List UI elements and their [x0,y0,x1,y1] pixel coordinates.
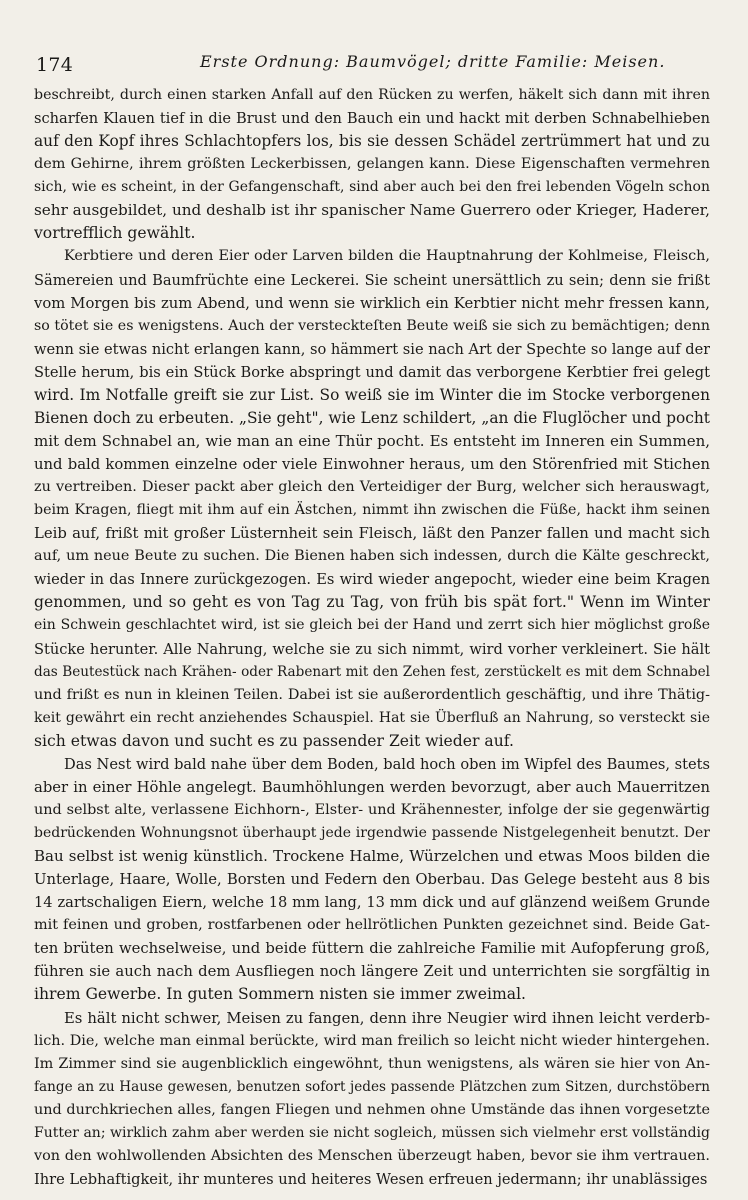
text-line: Unterlage, Haare, Wolle, Borsten und Federn den Oberbau. Das Gelege besteht aus 8 bis [34,871,710,889]
text-line: das Beutestück nach Krähen- oder Rabenart mit den Zehen fest, zerstückelt es mit dem Schnabel [34,663,710,680]
text-line: sich, wie es scheint, in der Gefangenschaft, sind aber auch bei den frei lebenden Vögeln schon [34,179,710,196]
text-line: beschreibt, durch einen starken Anfall auf den Rücken zu werfen, häkelt sich dann mit ihren [34,87,710,103]
text-line: sehr ausgebildet, und deshalb ist ihr spanischer Name Guerrero oder Krieger, Haderer, [34,201,710,220]
text-line: Im Zimmer sind sie augenblicklich eingewöhnt, thun wenigstens, als wären sie hier von An- [34,1055,710,1072]
text-line: 14 zartschaligen Eiern, welche 18 mm lang, 13 mm dick und auf glänzend weißem Grunde [34,894,710,912]
text-line: Bau selbst ist wenig künstlich. Trockene Halme, Würzelchen und etwas Moos bilden die [34,847,710,866]
page-header [36,52,712,76]
text-line: ein Schwein geschlachtet wird, ist sie gleich bei der Hand und zerrt sich hier möglichst große [34,617,710,634]
page-body [34,84,710,1191]
text-line: und selbst alte, verlassene Eichhorn-, Elster- und Krähennester, infolge der sie gegenwärtig [34,801,710,818]
text-line: Kerbtiere und deren Eier oder Larven bilden die Hauptnahrung der Kohlmeise, Fleisch, [64,248,710,265]
text-line: Bienen doch zu erbeuten. „Sie geht", wie Lenz schildert, „an die Fluglöcher und pocht [34,408,710,427]
text-line: Es hält nicht schwer, Meisen zu fangen, denn ihre Neugier wird ihnen leicht verderb- [64,1009,710,1027]
text-line: keit gewährt ein recht anziehendes Schauspiel. Hat sie Überfluß an Nahrung, so versteckt sie [34,709,710,726]
running-head: Erste Ordnung: Baumvögel; dritte Familie: Meisen. [200,52,666,71]
text-line: sich etwas davon und sucht es zu passender Zeit wieder auf. [34,731,514,750]
text-line: Stücke herunter. Alle Nahrung, welche sie zu sich nimmt, wird vorher verkleinert. Sie hält [34,640,710,658]
text-line: Stelle herum, bis ein Stück Borke abspringt und damit das verborgene Kerbtier frei gelegt [34,363,710,381]
text-line: Sämereien und Baumfrüchte eine Leckerei. Sie scheint unersättlich zu sein; denn sie frißt [34,271,710,289]
text-line: wenn sie etwas nicht erlangen kann, so hämmert sie nach Art der Spechte so lange auf der [34,340,710,358]
text-line: bedrückenden Wohnungsnot überhaupt jede irgendwie passende Nistgelegenheit benutzt. Der [34,825,710,841]
text-line: vom Morgen bis zum Abend, und wenn sie wirklich ein Kerbtier nicht mehr fressen kann, [34,294,710,312]
text-line: ten brüten wechselweise, und beide füttern die zahlreiche Familie mit Aufopferung groß, [34,940,710,958]
text-line: und bald kommen einzelne oder viele Einwohner heraus, um den Störenfried mit Stichen [34,456,710,473]
text-line: lich. Die, welche man einmal berückte, wird man freilich so leicht nicht wieder hintergehen. [34,1032,710,1049]
text-line: fange an zu Hause gewesen, benutzen sofort jedes passende Plätzchen zum Sitzen, durchstöbern [34,1078,710,1095]
text-line: führen sie auch nach dem Ausfliegen noch längere Zeit und unterrichten sie sorgfältig in [34,963,710,981]
text-line: von den wohlwollenden Absichten des Menschen überzeugt haben, bevor sie ihm vertrauen. [34,1147,710,1164]
text-line: so tötet sie es wenigstens. Auch der versteckteſten Beute weiß sie sich zu bemächtigen; denn [34,317,710,334]
text-line: und frißt es nun in kleinen Teilen. Dabei ist sie außerordentlich geschäftig, und ihre Thätig- [34,686,710,703]
paragraph-1 [34,84,710,245]
text-line: dem Gehirne, ihrem größten Leckerbissen, gelangen kann. Diese Eigenschaften vermehren [34,156,710,173]
text-line: ihrem Gewerbe. In guten Sommern nisten sie immer zweimal. [34,985,527,1004]
text-line: mit dem Schnabel an, wie man an eine Thür pocht. Es entsteht im Inneren ein Summen, [34,431,710,450]
text-line: mit feinen und groben, rostfarbenen oder hellrötlichen Punkten gezeichnet sind. Beide Gat- [34,917,710,934]
text-line: Ihre Lebhaftigkeit, ihr munteres und heiteres Wesen erfreuen jedermann; ihr unablässiges [34,1170,708,1188]
text-line: vortrefflich gewählt. [34,224,196,243]
text-line: wieder in das Innere zurückgezogen. Es wird wieder angepocht, wieder eine beim Kragen [34,571,710,589]
text-line: auf, um neue Beute zu suchen. Die Bienen haben sich indessen, durch die Kälte geschreckt, [34,548,710,565]
page-number: 174 [36,54,74,76]
text-line: zu vertreiben. Dieser packt aber gleich den Verteidiger der Burg, welcher sich herauswagt, [34,479,710,496]
text-line: aber in einer Höhle angelegt. Baumhöhlungen werden bevorzugt, aber auch Mauerritzen [34,778,710,796]
text-line: genommen, und so geht es von Tag zu Tag, von früh bis spät fort." Wenn im Winter [34,593,710,612]
text-line: beim Kragen, fliegt mit ihm auf ein Ästchen, nimmt ihn zwischen die Füße, hackt ihm seinen [34,502,710,519]
paragraph-3 [34,753,710,1007]
text-line: Leib auf, frißt mit großer Lüsternheit sein Fleisch, läßt den Panzer fallen und macht sich [34,525,710,543]
text-line: wird. Im Notfalle greift sie zur List. So weiß sie im Winter die im Stocke verborgenen [34,385,710,404]
paragraph-2 [34,245,710,752]
text-line: und durchkriechen alles, fangen Fliegen und nehmen ohne Umstände das ihnen vorgesetzte [34,1101,710,1118]
paragraph-4 [34,1007,710,1192]
text-line: auf den Kopf ihres Schlachtopfers los, bis sie dessen Schädel zertrümmert hat und zu [34,132,710,151]
text-line: scharfen Klauen tief in die Brust und den Bauch ein und hackt mit derben Schnabelhieben [34,110,710,128]
text-line: Das Nest wird bald nahe über dem Boden, bald hoch oben im Wipfel des Baumes, stets [64,755,710,773]
text-line: Futter an; wirklich zahm aber werden sie nicht sogleich, müssen sich vielmehr erst vollständig [34,1124,710,1141]
